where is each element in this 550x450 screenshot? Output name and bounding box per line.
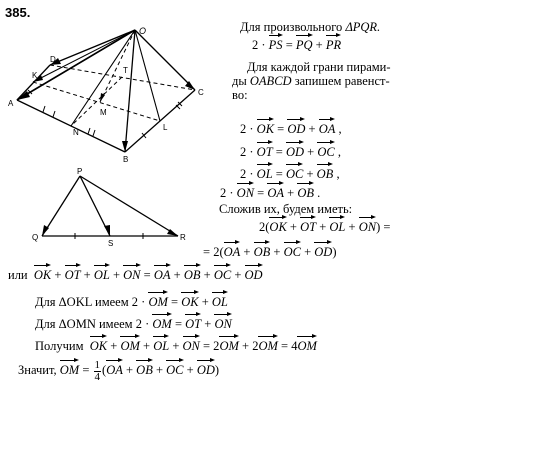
eq-sum-1: 2(OK + OT + OL + ON) = (259, 215, 390, 235)
problem-number: 385. (5, 5, 31, 20)
eq-poluchim: Получим OK + OM + OL + ON = 2OM + 2OM = 4OM (35, 334, 317, 354)
label-P: P (77, 168, 83, 176)
eq-ot: 2 · OT = OD + OC , (240, 140, 341, 160)
label-O: O (139, 26, 147, 36)
dashed-TN (71, 77, 122, 126)
eq-pqr: 2 · PS = PQ + PR (252, 33, 341, 53)
pyramid-figure (5, 20, 230, 170)
fraction-one-quarter: $\frac{1}{4}$ (94, 358, 101, 383)
label-R: R (180, 233, 186, 242)
label-K: K (32, 71, 38, 80)
eq-ol: 2 · OL = OC + OB , (240, 162, 340, 182)
edge-OB (125, 30, 135, 152)
label-N: N (73, 128, 79, 137)
eq-okl: Для ΔOKL имеем 2 · OM = OK + OL (35, 290, 228, 310)
label-L: L (163, 123, 168, 132)
eq-omn: Для ΔOMN имеем 2 · OM = OT + ON (35, 312, 232, 332)
label-M: M (100, 108, 107, 117)
side-PQ (42, 176, 80, 236)
arrow-S (104, 225, 110, 236)
text-pyramid-line3: во: (232, 88, 248, 102)
label-Q: Q (32, 233, 39, 242)
vector-OA (17, 30, 135, 100)
label-D: D (50, 55, 56, 64)
intro-line: Для произвольного ΔPQR. (240, 20, 381, 34)
eq-sum-2: = 2(OA + OB + OC + OD) (203, 240, 337, 260)
triangle-figure (30, 168, 190, 248)
label-A: A (8, 99, 14, 108)
text-pyramid-line1: Для каждой грани пирами- (247, 60, 391, 74)
eq-on: 2 · ON = OA + OB . (220, 181, 320, 201)
edge-OD (50, 30, 135, 65)
edge-OC (135, 30, 195, 90)
label-S: S (108, 239, 114, 248)
label-B: B (123, 155, 129, 164)
text-pyramid-line2: ды OABCD запишем равенст- (232, 74, 390, 88)
eq-ok: 2 · OK = OD + OA , (240, 117, 342, 137)
median-OK (33, 30, 135, 82)
eq-ili: или OK + OT + OL + ON = OA + OB + OC + OD (8, 263, 263, 283)
median-OL (135, 30, 160, 121)
label-T: T (123, 66, 128, 75)
eq-znachit: Значит, OM = $\frac{1}{4}$ (OA + OB + OC + OD) (18, 358, 220, 383)
label-C: C (198, 88, 204, 97)
summing-text: Сложив их, будем иметь: (219, 202, 353, 216)
